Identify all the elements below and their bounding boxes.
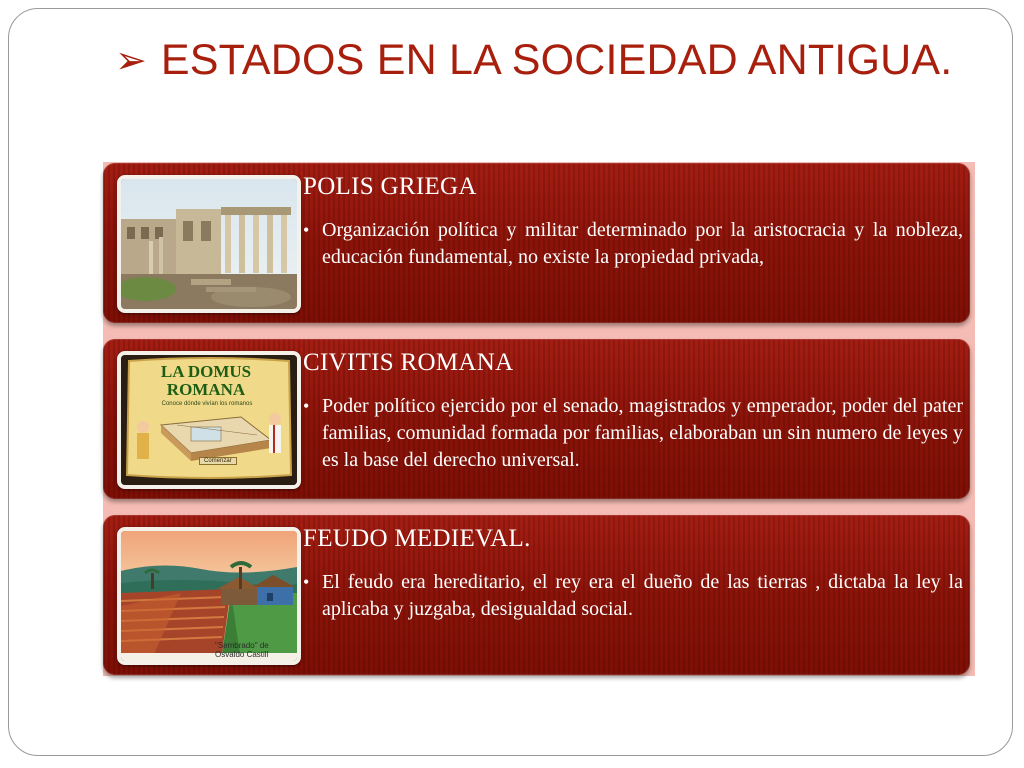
card-description [303,217,963,271]
image-caption: "Sembrado" de Osvaldo Castill [215,641,269,659]
card-polis-griega [103,163,970,323]
card-feudo-medieval [103,515,970,675]
card-civitis-romana [103,339,970,499]
domus-subtitle: Conoce dónde vivían los romanos [161,401,253,407]
card-description [303,569,963,623]
card-description-text: El feudo era hereditario, el rey era el dueño de las tierras , dictaba la ley la aplicaba y juzgaba, desigualdad social. [322,571,963,620]
bullet-icon: • [303,220,310,240]
domus-start-button: Comenzar [199,457,237,465]
card-heading: POLIS GRIEGA [303,173,477,200]
card-description [303,393,963,474]
bullet-icon: • [303,572,310,592]
card-heading: FEUDO MEDIEVAL. [303,525,531,552]
greek-ruins-image [117,175,301,313]
feudal-landscape-image [117,527,301,665]
arrow-bullet-icon: ➢ [115,38,147,82]
domus-title: LA DOMUS ROMANA [160,362,252,399]
card-description-text: Organización política y militar determinado por la aristocracia y la nobleza, educación fundamental, no existe la propiedad privada, [322,219,963,268]
card-heading: CIVITIS ROMANA [303,349,514,376]
slide-title-text: ESTADOS EN LA SOCIEDAD ANTIGUA. [160,35,953,84]
card-description-text: Poder político ejercido por el senado, magistrados y emperador, poder del pater familias, comunidad formada por familias, elaboraban un sin numero de leyes y es la base del derecho universal. [322,395,963,471]
domus-romana-image [117,351,301,489]
slide-title [115,32,952,88]
bullet-icon: • [303,396,310,416]
